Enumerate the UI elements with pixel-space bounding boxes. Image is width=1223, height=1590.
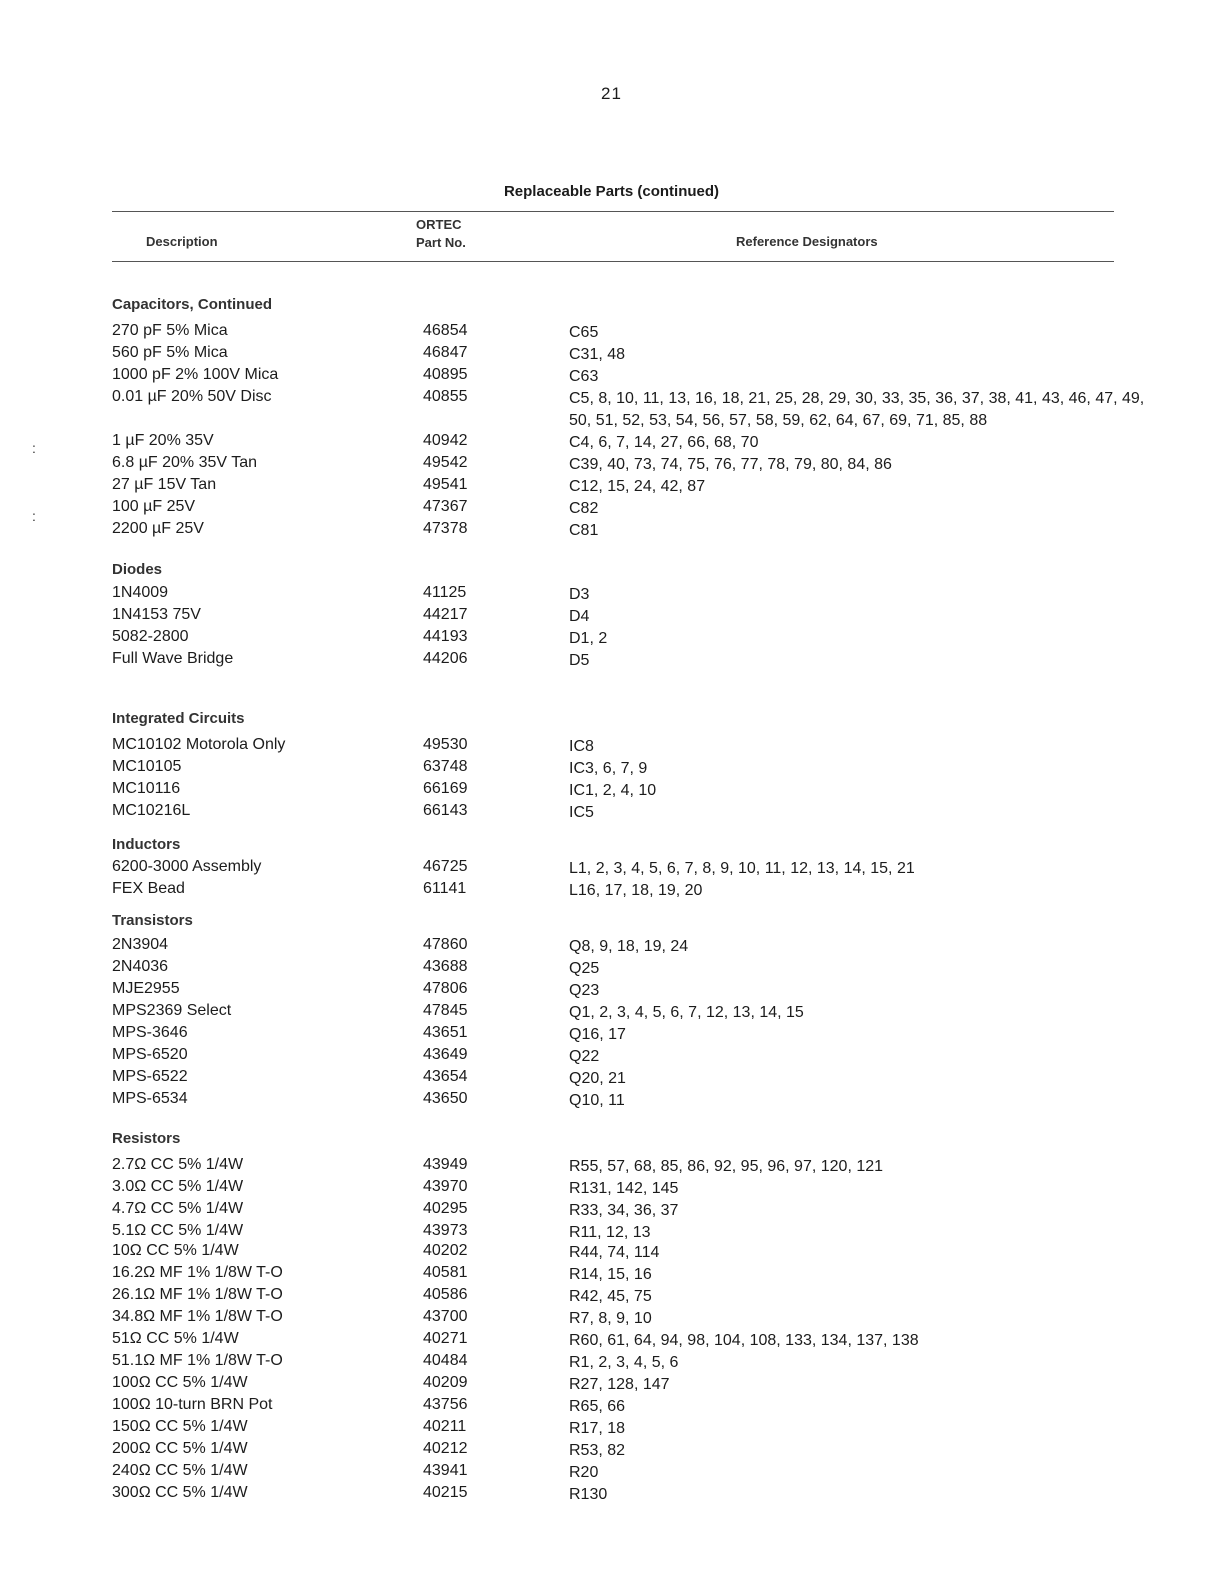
row-part-number: 40209 [423,1374,468,1391]
table-header-rule [112,261,1114,262]
row-description: 3.0Ω CC 5% 1/4W [112,1178,244,1195]
row-part-number: 47806 [423,980,468,997]
row-description: Full Wave Bridge [112,650,234,667]
row-part-number: 47860 [423,936,468,953]
row-reference-designators: L16, 17, 18, 19, 20 [569,882,703,899]
row-description: 200Ω CC 5% 1/4W [112,1440,248,1457]
row-part-number: 40271 [423,1330,468,1347]
section-title: Inductors [112,836,181,853]
page-title: Replaceable Parts (continued) [503,183,720,200]
row-description: 1000 pF 2% 100V Mica [112,366,279,383]
row-reference-designators: C65 [569,324,599,341]
row-reference-designators: R131, 142, 145 [569,1180,679,1197]
row-part-number: 40581 [423,1264,468,1281]
row-description: 270 pF 5% Mica [112,322,228,339]
row-reference-designators: R17, 18 [569,1420,626,1437]
row-reference-designators: R20 [569,1464,599,1481]
row-part-number: 46725 [423,858,468,875]
row-part-number: 43700 [423,1308,468,1325]
row-description: MPS-6522 [112,1068,188,1085]
row-description: 100Ω CC 5% 1/4W [112,1374,248,1391]
row-part-number: 43649 [423,1046,468,1063]
row-description: MC10216L [112,802,191,819]
row-description: MPS-6520 [112,1046,188,1063]
header-reference: Reference Designators [736,234,878,249]
row-part-number: 49542 [423,454,468,471]
row-reference-designators: IC3, 6, 7, 9 [569,760,648,777]
row-reference-designators: Q10, 11 [569,1092,625,1109]
row-reference-designators: C39, 40, 73, 74, 75, 76, 77, 78, 79, 80, 84, 86 [569,456,892,473]
row-part-number: 40586 [423,1286,468,1303]
row-part-number: 46847 [423,344,468,361]
row-part-number: 66169 [423,780,468,797]
row-part-number: 49530 [423,736,468,753]
row-description: MPS-3646 [112,1024,188,1041]
row-description: 6.8 µF 20% 35V Tan [112,454,258,471]
row-description: 51.1Ω MF 1% 1/8W T-O [112,1352,283,1369]
row-reference-designators: R1, 2, 3, 4, 5, 6 [569,1354,679,1371]
row-part-number: 40211 [423,1418,467,1435]
row-reference-designators: R14, 15, 16 [569,1266,652,1283]
row-description: 5.1Ω CC 5% 1/4W [112,1222,244,1239]
row-part-number: 43949 [423,1156,468,1173]
row-reference-designators: R11, 12, 13 [569,1224,651,1241]
row-part-number: 47367 [423,498,468,515]
margin-mark: : [32,508,36,524]
row-description: MC10102 Motorola Only [112,736,286,753]
row-reference-designators: R60, 61, 64, 94, 98, 104, 108, 133, 134, 137, 138 [569,1332,919,1349]
row-part-number: 40215 [423,1484,468,1501]
header-part-line1: ORTEC [416,217,462,232]
row-description: 300Ω CC 5% 1/4W [112,1484,248,1501]
row-description: 51Ω CC 5% 1/4W [112,1330,239,1347]
section-title: Capacitors, Continued [112,296,273,313]
row-reference-designators: Q20, 21 [569,1070,626,1087]
row-reference-designators: C4, 6, 7, 14, 27, 66, 68, 70 [569,434,759,451]
row-reference-designators: D1, 2 [569,630,608,647]
row-part-number: 49541 [423,476,468,493]
section-title: Diodes [112,561,163,578]
row-part-number: 41125 [423,584,467,601]
row-reference-designators: Q25 [569,960,600,977]
row-reference-designators: L1, 2, 3, 4, 5, 6, 7, 8, 9, 10, 11, 12, 13, 14, 15, 21 [569,860,915,877]
row-part-number: 40202 [423,1242,468,1259]
margin-mark: : [32,440,36,456]
row-description: 100 µF 25V [112,498,196,515]
row-part-number: 46854 [423,322,468,339]
row-description: 1N4153 75V [112,606,201,623]
row-reference-designators: R55, 57, 68, 85, 86, 92, 95, 96, 97, 120, 121 [569,1158,884,1175]
row-reference-designators: R44, 74, 114 [569,1244,660,1261]
row-reference-designators: R65, 66 [569,1398,626,1415]
row-description: FEX Bead [112,880,185,897]
row-description: 2200 µF 25V [112,520,204,537]
row-description: 4.7Ω CC 5% 1/4W [112,1200,244,1217]
row-reference-designators: Q16, 17 [569,1026,626,1043]
row-reference-designators: Q22 [569,1048,600,1065]
row-description: MPS2369 Select [112,1002,232,1019]
row-reference-designators: Q1, 2, 3, 4, 5, 6, 7, 12, 13, 14, 15 [569,1004,804,1021]
row-reference-designators: R7, 8, 9, 10 [569,1310,652,1327]
section-title: Transistors [112,912,193,929]
row-part-number: 40295 [423,1200,468,1217]
row-reference-designators: R130 [569,1486,608,1503]
row-part-number: 44217 [423,606,468,623]
row-description: 16.2Ω MF 1% 1/8W T-O [112,1264,283,1281]
row-part-number: 61141 [423,880,467,897]
row-reference-designators: C5, 8, 10, 11, 13, 16, 18, 21, 25, 28, 29, 30, 33, 35, 36, 37, 38, 41, 43, 46, 47, 49, 50, 51, 52, 53, 54, 56, 57, 58, 59, 62, 64, 67, 69, 71, 85, 88 [569,390,1145,429]
row-description: 26.1Ω MF 1% 1/8W T-O [112,1286,283,1303]
row-description: 1 µF 20% 35V [112,432,214,449]
row-reference-designators: R53, 82 [569,1442,626,1459]
row-reference-designators: R33, 34, 36, 37 [569,1202,679,1219]
row-reference-designators: R42, 45, 75 [569,1288,652,1305]
row-part-number: 40942 [423,432,468,449]
page-number: 21 [601,84,622,103]
row-reference-designators: D4 [569,608,590,625]
row-part-number: 40895 [423,366,468,383]
row-description: 2N4036 [112,958,169,975]
row-part-number: 40212 [423,1440,468,1457]
row-part-number: 47378 [423,520,468,537]
row-reference-designators: R27, 128, 147 [569,1376,670,1393]
row-description: 6200-3000 Assembly [112,858,262,875]
row-part-number: 43973 [423,1222,468,1239]
table-top-rule [112,211,1114,212]
row-part-number: 40855 [423,388,468,405]
row-description: MC10116 [112,780,181,797]
row-part-number: 43654 [423,1068,468,1085]
row-description: 34.8Ω MF 1% 1/8W T-O [112,1308,283,1325]
row-description: 560 pF 5% Mica [112,344,228,361]
row-reference-designators: D5 [569,652,590,669]
row-description: 10Ω CC 5% 1/4W [112,1242,239,1259]
row-part-number: 47845 [423,1002,468,1019]
row-part-number: 43941 [423,1462,468,1479]
row-description: 5082-2800 [112,628,189,645]
row-description: 0.01 µF 20% 50V Disc [112,388,272,405]
row-part-number: 44193 [423,628,468,645]
section-title: Resistors [112,1130,181,1147]
row-part-number: 40484 [423,1352,468,1369]
row-description: 240Ω CC 5% 1/4W [112,1462,248,1479]
row-reference-designators: D3 [569,586,590,603]
row-description: MC10105 [112,758,182,775]
row-description: MJE2955 [112,980,180,997]
row-description: 100Ω 10-turn BRN Pot [112,1396,273,1413]
row-description: 2.7Ω CC 5% 1/4W [112,1156,244,1173]
header-part-no [416,216,466,252]
row-part-number: 43651 [423,1024,468,1041]
row-part-number: 44206 [423,650,468,667]
row-reference-designators: C63 [569,368,599,385]
row-reference-designators: Q8, 9, 18, 19, 24 [569,938,689,955]
row-description: 150Ω CC 5% 1/4W [112,1418,248,1435]
row-part-number: 43688 [423,958,468,975]
section-title: Integrated Circuits [112,710,245,727]
row-reference-designators: Q23 [569,982,600,999]
row-part-number: 43756 [423,1396,468,1413]
row-description: 27 µF 15V Tan [112,476,217,493]
header-description: Description [146,234,218,249]
row-description: MPS-6534 [112,1090,188,1107]
row-part-number: 43970 [423,1178,468,1195]
row-reference-designators: C31, 48 [569,346,626,363]
row-part-number: 63748 [423,758,468,775]
row-part-number: 43650 [423,1090,468,1107]
row-reference-designators: C82 [569,500,599,517]
row-description: 1N4009 [112,584,169,601]
row-reference-designators: IC5 [569,804,594,821]
header-part-line2: Part No. [416,235,466,250]
row-part-number: 66143 [423,802,468,819]
row-reference-designators: C12, 15, 24, 42, 87 [569,478,706,495]
row-reference-designators: C81 [569,522,599,539]
row-description: 2N3904 [112,936,169,953]
row-reference-designators: IC1, 2, 4, 10 [569,782,657,799]
row-reference-designators: IC8 [569,738,594,755]
